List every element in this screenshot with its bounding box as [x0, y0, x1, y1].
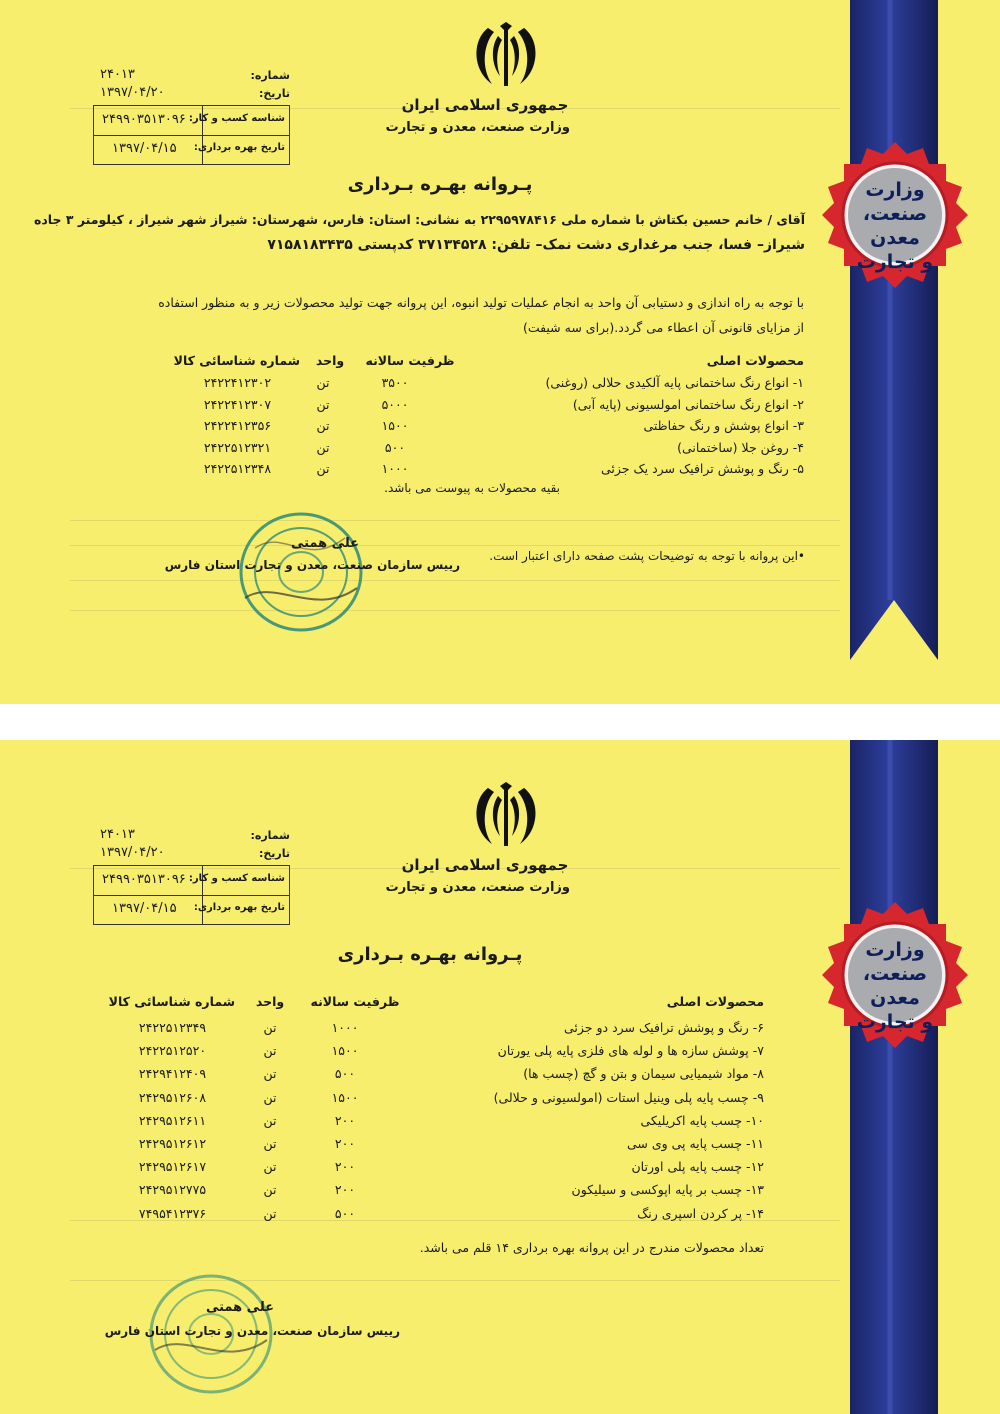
intro-line-1: با توجه به راه اندازی و دستیابی آن واحد به انجام عملیات تولید انبوه، این پروانه جهت تولید محصولات زیر و به منظور استفاده: [158, 295, 804, 310]
seal-line: وزارت: [865, 939, 925, 961]
product-code: ۲۴۲۲۴۱۲۳۵۶: [203, 418, 272, 433]
date-label: تاریخ:: [258, 847, 290, 860]
product-unit: تن: [263, 1089, 277, 1105]
product-code: ۲۴۲۲۴۱۲۳۰۲: [203, 375, 272, 390]
product-capacity: ۱۵۰۰: [331, 1043, 359, 1059]
product-name: ۵- رنگ و پوشش ترافیک سرد یک جزئی: [600, 461, 804, 476]
business-id-value: ۲۴۹۹۰۳۵۱۳۰۹۶: [102, 872, 186, 887]
intro-line-2: از مزایای قانونی آن اعطاء می گردد.(برای سه شیفت): [522, 320, 804, 335]
iran-emblem-icon: [468, 22, 544, 90]
product-code: ۲۴۲۹۵۱۲۶۱۲: [138, 1136, 207, 1151]
ministry-name: وزارت صنعت، معدن و تجارت: [385, 120, 570, 135]
business-id-label: شناسه کسب و کار:: [188, 113, 285, 124]
exploit-date-label: تاریخ بهره برداری:: [193, 902, 285, 913]
col-code: شماره شناسائی کالا: [173, 353, 300, 368]
ribbon-icon: [850, 740, 938, 1414]
seal-text: [835, 178, 955, 274]
product-code: ۲۴۲۹۵۱۲۶۱۷: [138, 1159, 207, 1175]
seal-line: صنعت، معدن: [862, 963, 928, 1009]
product-name: ۹- چسب پایه پلی وینیل استات (امولسیونی و حلالی): [493, 1089, 764, 1105]
exploit-date-label: تاریخ بهره برداری:: [193, 142, 285, 153]
business-id-value: ۲۴۹۹۰۳۵۱۳۰۹۶: [102, 112, 186, 127]
seal-text: [835, 938, 955, 1034]
product-unit: تن: [263, 1136, 277, 1151]
product-capacity: ۵۰۰: [334, 1205, 356, 1221]
signatory-title: رییس سازمان صنعت، معدن و تجارت استان فارس: [164, 558, 460, 572]
col-product: محصولات اصلی: [706, 353, 804, 368]
seal-line: و تجارت: [856, 251, 934, 273]
product-capacity: ۱۵۰۰: [331, 1089, 359, 1105]
product-unit: تن: [263, 1112, 277, 1128]
product-code: ۲۴۲۲۵۱۲۳۴۸: [203, 461, 272, 476]
faint-line: [70, 580, 840, 581]
product-code: ۲۴۲۲۵۱۲۳۴۹: [138, 1020, 207, 1035]
product-code: ۲۴۲۲۵۱۲۳۲۱: [203, 439, 272, 455]
col-unit: واحد: [255, 994, 285, 1009]
col-capacity: ظرفیت سالانه: [310, 994, 400, 1009]
product-name: ۲- انواع رنگ ساختمانی امولسیونی (پایه آبی): [572, 396, 804, 412]
signatory-name: علی همتی: [290, 536, 360, 551]
seal-line: و تجارت: [856, 1011, 934, 1033]
product-name: ۴- روغن جلا (ساختمانی): [677, 439, 804, 455]
number-label: شماره:: [250, 829, 290, 842]
product-code: ۲۴۲۲۴۱۲۳۰۷: [203, 396, 272, 412]
number-value: ۲۴۰۱۳: [100, 827, 135, 842]
product-name: ۱۲- چسب پایه پلی اورتان: [631, 1159, 764, 1175]
product-name: ۷- پوشش سازه ها و لوله های فلزی پایه پلی یورتان: [497, 1043, 764, 1059]
faint-line: [70, 520, 840, 521]
col-code: شماره شناسائی کالا: [108, 994, 235, 1009]
product-code: ۷۴۹۵۴۱۲۳۷۶: [138, 1205, 207, 1221]
date-label: تاریخ:: [258, 87, 290, 100]
exploit-date-value: ۱۳۹۷/۰۴/۱۵: [112, 141, 177, 156]
product-capacity: ۵۰۰: [384, 439, 406, 455]
product-capacity: ۳۵۰۰: [381, 375, 409, 390]
product-capacity: ۲۰۰: [334, 1136, 356, 1151]
product-unit: تن: [316, 461, 330, 476]
product-unit: تن: [263, 1159, 277, 1175]
date-value: ۱۳۹۷/۰۴/۲۰: [100, 85, 165, 100]
iran-emblem-icon: [468, 782, 544, 850]
official-stamp-icon: [235, 508, 367, 636]
product-unit: تن: [316, 418, 330, 433]
signatory-name: علی همتی: [205, 1300, 275, 1315]
product-code: ۲۴۲۹۵۱۲۶۱۱: [138, 1112, 207, 1128]
license-title: پـروانه بهـره بـرداری: [347, 174, 533, 195]
remaining-note: بقیه محصولات به پیوست می باشد.: [384, 481, 560, 495]
validity-note: •این پروانه با توجه به توضیحات پشت صفحه دارای اعتبار است.: [489, 549, 805, 563]
number-value: ۲۴۰۱۳: [100, 67, 135, 82]
product-unit: تن: [263, 1043, 277, 1059]
product-name: ۳- انواع پوشش و رنگ حفاظتی: [643, 418, 804, 433]
business-id-label: شناسه کسب و کار:: [188, 873, 285, 884]
product-code: ۲۴۲۹۵۱۲۷۷۵: [138, 1182, 207, 1198]
license-page-1: [0, 0, 1000, 704]
country-name: جمهوری اسلامی ایران: [401, 856, 569, 874]
country-name: جمهوری اسلامی ایران: [401, 96, 569, 114]
product-name: ۱۱- چسب پایه پی وی سی: [626, 1136, 764, 1151]
product-unit: تن: [263, 1205, 277, 1221]
count-note: تعداد محصولات مندرج در این پروانه بهره برداری ۱۴ قلم می باشد.: [419, 1240, 764, 1255]
seal-line: وزارت: [865, 179, 925, 201]
addressee-line-2: شیراز– فسا، جنب مرغداری دشت نمک– تلفن: ۳۷۱۳۴۵۲۸ کدپستی ۷۱۵۸۱۸۳۴۳۵: [267, 237, 805, 253]
license-title: پـروانه بهـره بـرداری: [337, 944, 523, 965]
number-label: شماره:: [250, 69, 290, 82]
col-capacity: ظرفیت سالانه: [365, 353, 455, 368]
license-page-2: [0, 740, 1000, 1414]
id-box: [93, 105, 290, 165]
addressee-line-1: آقای / خانم حسین بکتاش با شماره ملی ۲۲۹۵۹۷۸۴۱۶ به نشانی: استان: فارس، شهرستان: شیراز شهر شیراز ، کیلومتر ۳ جاده: [34, 212, 805, 227]
product-name: ۸- مواد شیمیایی سیمان و بتن و گچ (چسب ها): [523, 1066, 764, 1082]
col-unit: واحد: [315, 353, 345, 368]
product-capacity: ۲۰۰: [334, 1159, 356, 1175]
product-capacity: ۱۰۰۰: [381, 461, 409, 476]
product-code: ۲۴۲۲۵۱۲۵۲۰: [138, 1043, 207, 1059]
product-unit: تن: [263, 1182, 277, 1198]
product-code: ۲۴۲۹۴۱۲۴۰۹: [138, 1066, 207, 1082]
signatory-title: رییس سازمان صنعت، معدن و تجارت استان فارس: [104, 1324, 400, 1338]
product-capacity: ۵۰۰۰: [381, 396, 409, 412]
product-unit: تن: [316, 375, 330, 390]
date-value: ۱۳۹۷/۰۴/۲۰: [100, 845, 165, 860]
exploit-date-value: ۱۳۹۷/۰۴/۱۵: [112, 901, 177, 916]
product-name: ۱- انواع رنگ ساختمانی پایه آلکیدی حلالی (روغنی): [545, 375, 804, 390]
product-capacity: ۵۰۰: [334, 1066, 356, 1082]
faint-line: [70, 610, 840, 611]
product-unit: تن: [316, 439, 330, 455]
ribbon-icon: [850, 0, 938, 704]
product-code: ۲۴۲۹۵۱۲۶۰۸: [138, 1089, 207, 1105]
seal-line: صنعت، معدن: [862, 203, 928, 249]
product-unit: تن: [263, 1020, 277, 1035]
col-product: محصولات اصلی: [666, 994, 764, 1009]
product-name: ۱۳- چسب بر پایه اپوکسی و سیلیکون: [571, 1182, 764, 1198]
product-capacity: ۲۰۰: [334, 1112, 356, 1128]
product-unit: تن: [316, 396, 330, 412]
faint-line: [70, 545, 840, 546]
ministry-name: وزارت صنعت، معدن و تجارت: [385, 880, 570, 895]
product-name: ۶- رنگ و پوشش ترافیک سرد دو جزئی: [564, 1020, 764, 1035]
product-capacity: ۱۵۰۰: [381, 418, 409, 433]
product-name: ۱۴- پر کردن اسپری رنگ: [637, 1205, 764, 1221]
id-box: [93, 865, 290, 925]
product-unit: تن: [263, 1066, 277, 1082]
product-capacity: ۱۰۰۰: [331, 1020, 359, 1035]
product-capacity: ۲۰۰: [334, 1182, 356, 1198]
product-name: ۱۰- چسب پایه اکریلیکی: [640, 1112, 764, 1128]
